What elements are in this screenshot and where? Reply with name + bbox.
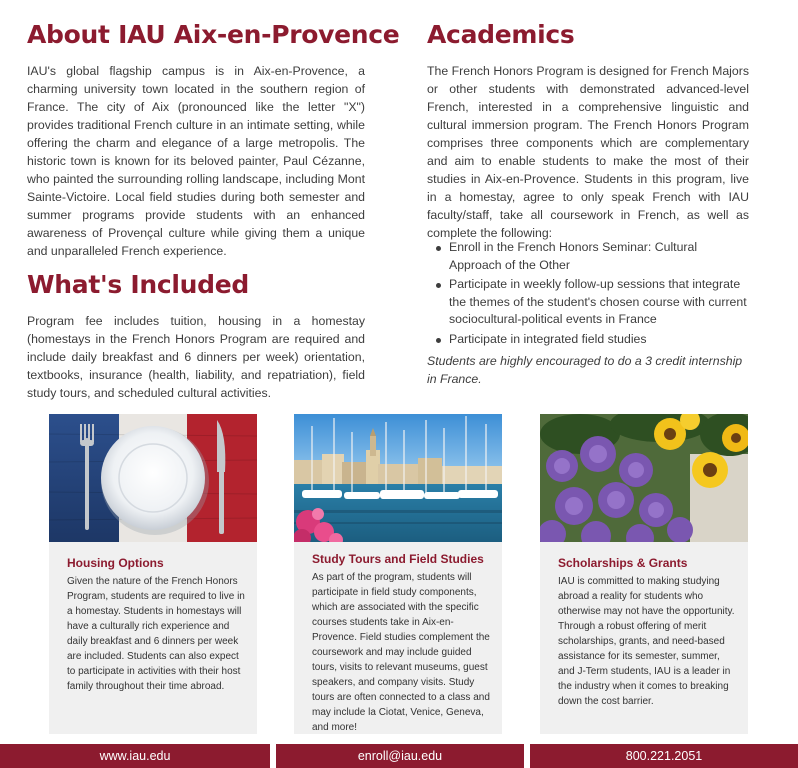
internship-note: Students are highly encouraged to do a 3 credit internship in France. bbox=[427, 354, 743, 386]
flowers-photo bbox=[540, 414, 748, 542]
bullet-icon bbox=[436, 283, 441, 288]
harbor-photo bbox=[294, 414, 502, 542]
scholarships-card bbox=[540, 542, 748, 734]
bullet-text: Participate in integrated field studies bbox=[449, 331, 647, 346]
academics-bullet-list bbox=[427, 239, 749, 350]
study-tours-card-title: Study Tours and Field Studies bbox=[312, 552, 484, 566]
housing-card-text: Given the nature of the French Honors Program, students are required to live in a homestay. Students in homestays will have a culturally rich experience and daily breakfast and 6 dinners per week are included. Students can also expect to participate in activities with their host family throughout their time abroad. bbox=[67, 576, 245, 692]
bullet-item bbox=[427, 239, 749, 274]
footer-website-link[interactable]: www.iau.edu bbox=[0, 744, 270, 768]
bullet-text: Participate in weekly follow-up sessions that integrate the themes of the student's chosen course with current sociocultural-political events in France bbox=[449, 277, 747, 326]
footer-phone-link[interactable]: 800.221.2051 bbox=[530, 744, 798, 768]
about-paragraph: IAU's global flagship campus is in Aix-en-Provence, a charming university town located in the southern region of France. The city of Aix (pronounced like the letter "X") provides traditional French culture in an intimate setting, while offering the charm and elegance of a large metropolis. The historic town is known for its beloved painter, Paul Cézanne, who painted the surrounding rolling landscape, including Mont Sainte-Victoire. Local field studies during both semester and summer programs provide students with an enhanced awareness of Provençal culture while giving them a unique and unparalleled French experience. bbox=[27, 64, 365, 258]
bullet-item bbox=[427, 331, 749, 349]
housing-card-title: Housing Options bbox=[67, 556, 164, 570]
about-heading: About IAU Aix-en-Provence bbox=[27, 20, 400, 49]
scholarships-card-text: IAU is committed to making studying abroad a reality for students who otherwise may not have the opportunity. Through a robust offering of merit scholarships, grants, and need-based assistance for its semester, summer, and J-Term students, IAU is a leader in the industry when it comes to breaking down the cost barrier. bbox=[558, 576, 735, 707]
academics-paragraph: The French Honors Program is designed for French Majors or other students with demonstrated advanced-level French, interested in a comprehensive linguistic and cultural immersion program. The French Honors Program comprises three components which are complementary and aim to enable students to make the most of their studies in Aix-en-Provence. Students in this program, live in a homestay, agree to only speak French with IAU faculty/staff, take all coursework in French, as well as complete the following: bbox=[427, 64, 749, 240]
scholarships-card-title: Scholarships & Grants bbox=[558, 556, 688, 570]
whats-included-heading: What's Included bbox=[27, 270, 249, 299]
study-tours-card-text: As part of the program, students will participate in field study components, which are associated with the specific courses students take in Aix-en-Provence. Field studies complement the coursework and may include guided tours, visits to relevant museums, guest speakers, and company visits. Study tours are often connected to a class and may include la Ciotat, Venice, Geneva, and more! bbox=[312, 572, 490, 733]
footer-email-link[interactable]: enroll@iau.edu bbox=[276, 744, 524, 768]
whats-included-paragraph: Program fee includes tuition, housing in a homestay (homestays in the French Honors Program are required and include daily breakfast and 6 dinners per week) orientation, textbooks, insurance (health, liability, and repatriation), field study tours, and scheduled cultural activities. bbox=[27, 314, 365, 400]
housing-card bbox=[49, 542, 257, 734]
bullet-item bbox=[427, 276, 749, 329]
academics-heading: Academics bbox=[427, 20, 575, 49]
bullet-icon bbox=[436, 246, 441, 251]
bullet-text: Enroll in the French Honors Seminar: Cultural Approach of the Other bbox=[449, 240, 698, 272]
housing-photo bbox=[49, 414, 257, 542]
study-tours-card bbox=[294, 542, 502, 734]
bullet-icon bbox=[436, 338, 441, 343]
